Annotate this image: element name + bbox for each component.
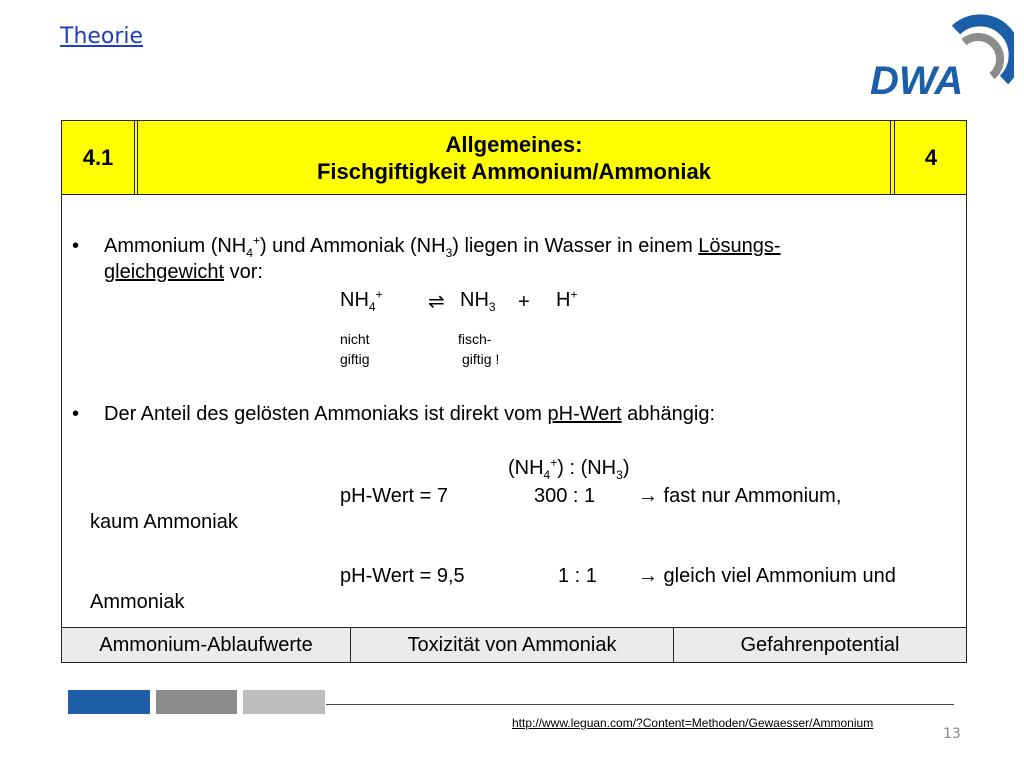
footer-link-gefahrenpotential[interactable]: Gefahrenpotential <box>740 633 900 656</box>
content-body <box>62 195 966 627</box>
footer-line <box>326 704 954 705</box>
bullet-marker: • <box>72 235 80 257</box>
bullet2-text: Der Anteil des gelösten Ammoniaks ist direkt vom pH-Wert abhängig: <box>104 403 716 425</box>
equation-arrow: ⇌ <box>428 291 445 313</box>
ratio-result-wrap: kaum Ammoniak <box>90 511 238 533</box>
bullet1-line1: Ammonium $(NH_4^+)$ und Ammoniak $(NH_3)$ liegen in Wasser in einem Lösungs- <box>104 233 781 260</box>
ratio-result: → fast nur Ammonium, <box>638 485 842 507</box>
footer-link-toxizitaet[interactable]: Toxizität von Ammoniak <box>407 633 617 656</box>
ratio-value: 1 : 1 <box>558 565 597 587</box>
equation-nh3: $NH_3$ <box>460 289 496 314</box>
content-frame <box>61 120 967 663</box>
ph-label: pH-Wert = 7 <box>340 485 448 507</box>
footer-bar-lightgray <box>243 690 325 714</box>
source-url-link[interactable]: http://www.leguan.com/?Content=Methoden/Gewaesser/Ammonium <box>512 716 874 730</box>
label-fisch: fisch- <box>458 331 492 347</box>
label-giftig: giftig <box>340 351 370 367</box>
equation-nh4: $NH_4^+$ <box>340 287 383 314</box>
equation-h: H+ <box>556 287 578 311</box>
label-giftig2: giftig ! <box>462 351 500 367</box>
footer-bar-blue <box>68 690 150 714</box>
ratio-header: $(NH_4^+)$ : $(NH_3)$ <box>508 455 630 482</box>
equation-plus: + <box>518 291 530 313</box>
bullet1-line2: gleichgewicht vor: <box>104 261 263 283</box>
footer-nav <box>62 627 966 662</box>
section-page: 4 <box>894 121 967 194</box>
dwa-logo-text: DWA <box>870 59 964 103</box>
theorie-link[interactable]: Theorie <box>60 24 144 49</box>
footer-link-ablaufwerte[interactable]: Ammonium-Ablaufwerte <box>99 633 313 656</box>
section-title-line1: Allgemeines: <box>445 131 583 157</box>
slide-number: 13 <box>943 726 961 742</box>
section-header <box>62 121 966 195</box>
ratio-result: → gleich viel Ammonium und <box>638 565 896 587</box>
section-number: 4.1 <box>62 121 135 194</box>
dwa-logo <box>864 14 1014 104</box>
footer-bar-gray <box>156 690 237 714</box>
ratio-value: 300 : 1 <box>534 485 596 507</box>
ratio-result-wrap: Ammoniak <box>90 591 185 613</box>
section-title <box>138 121 890 194</box>
ph-label: pH-Wert = 9,5 <box>340 565 465 587</box>
label-nicht: nicht <box>340 331 370 347</box>
bullet-marker: • <box>72 403 80 425</box>
header-divider <box>890 121 891 194</box>
section-title-line2: Fischgiftigkeit Ammonium/Ammoniak <box>316 158 711 184</box>
